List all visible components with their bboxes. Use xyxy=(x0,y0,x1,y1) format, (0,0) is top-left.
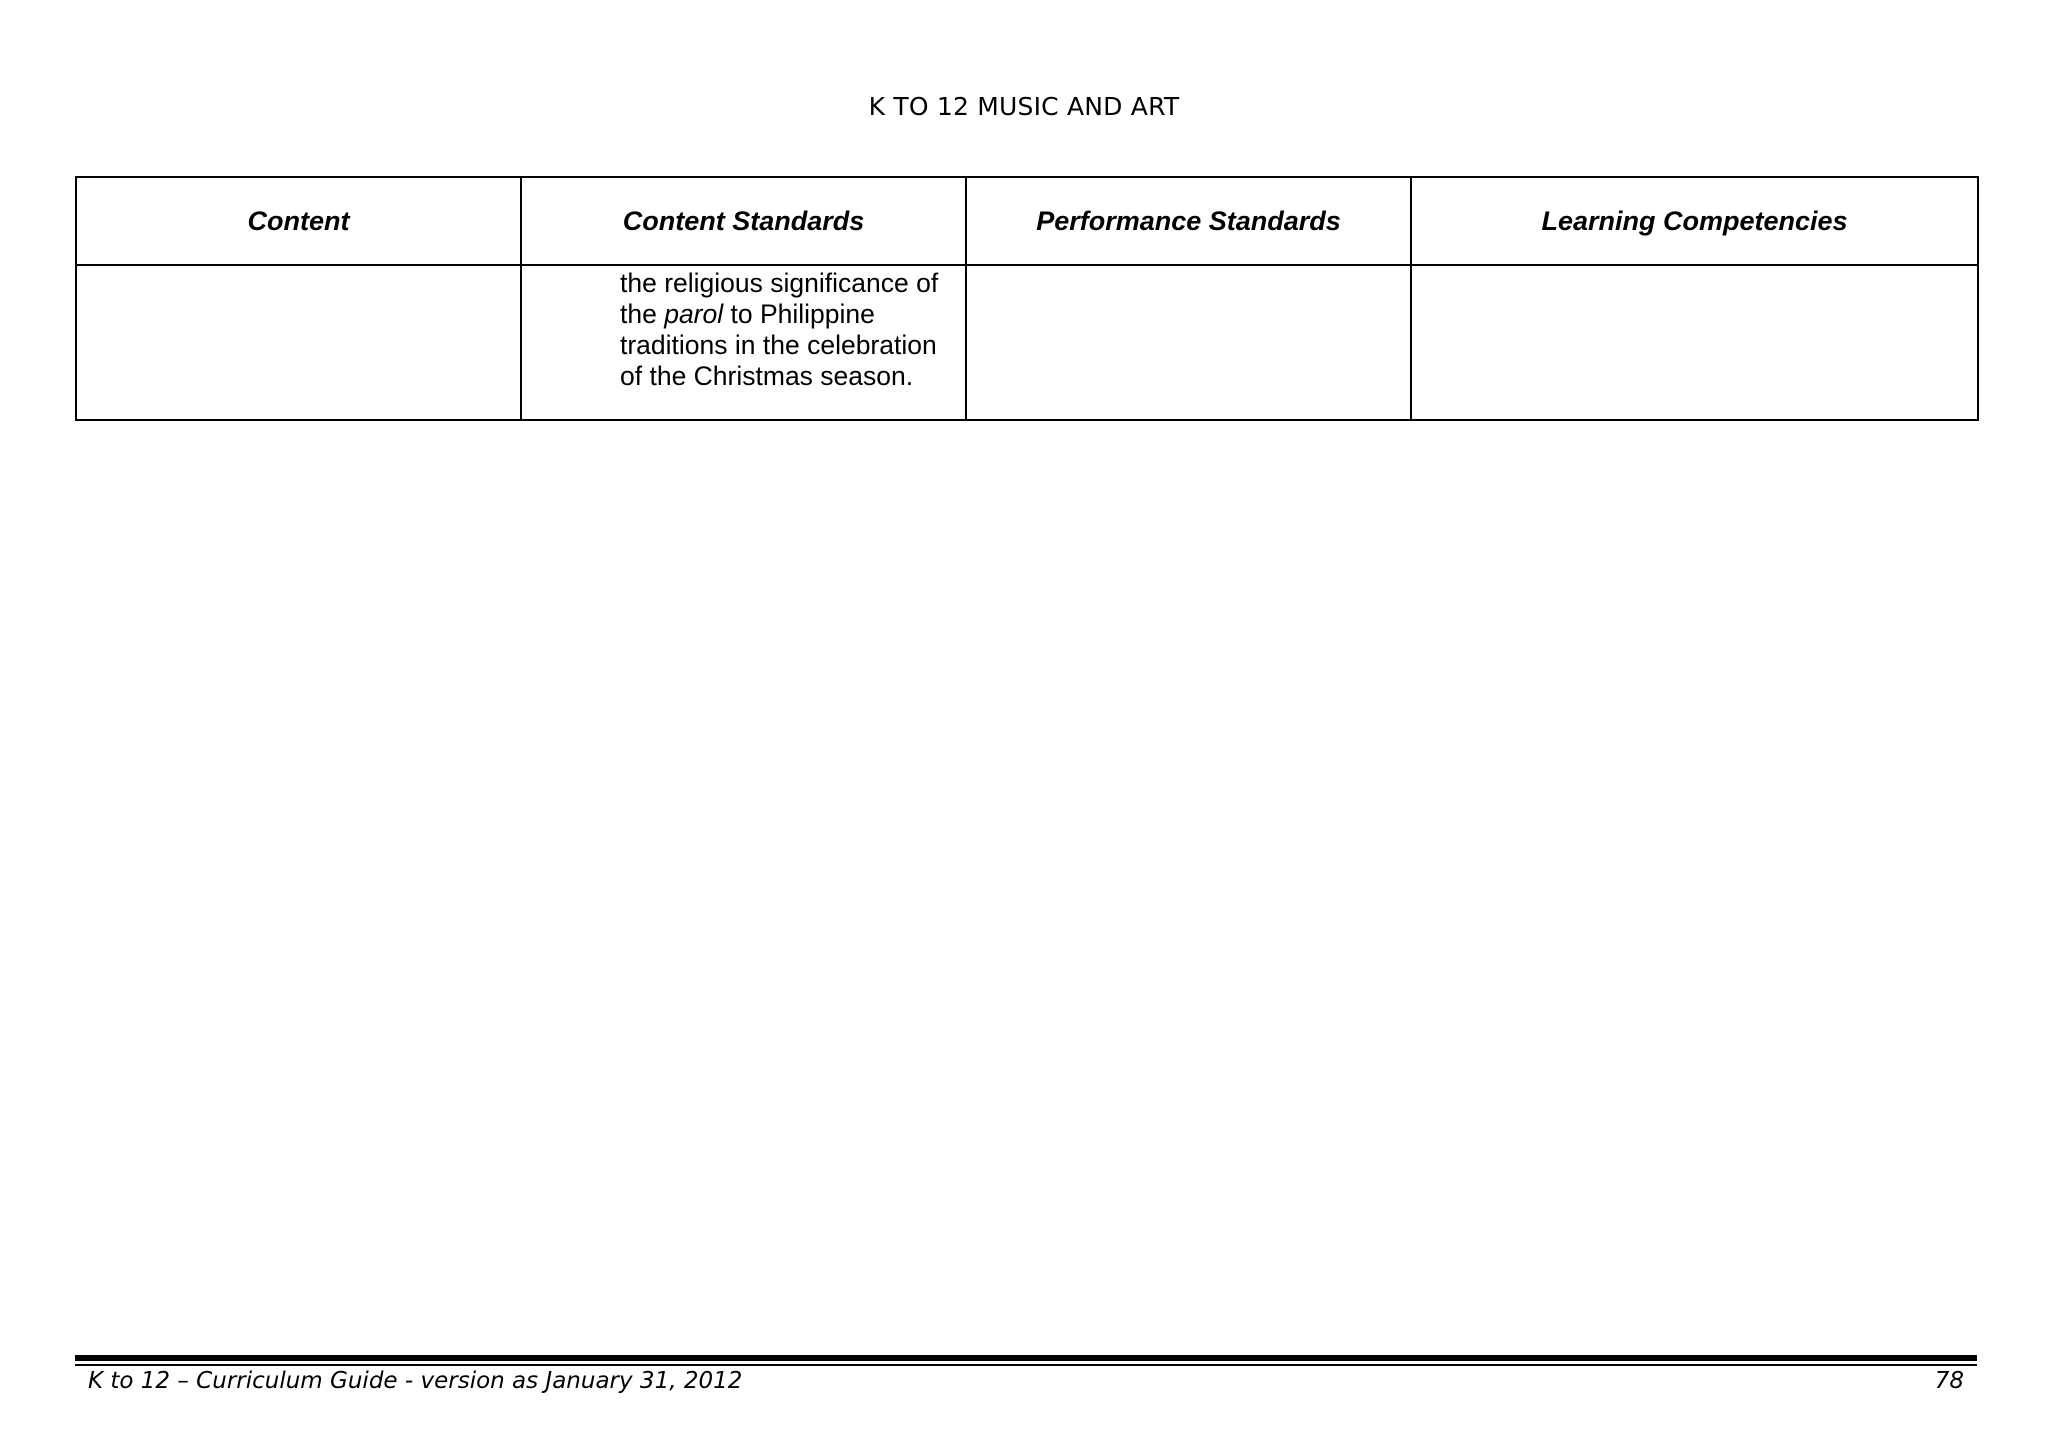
cell-learning-competencies xyxy=(1411,265,1978,420)
footer-rule-thin xyxy=(75,1364,1977,1366)
content-standards-line-2-pre: the xyxy=(620,299,665,329)
cell-content xyxy=(76,265,521,420)
content-standards-line-2-post: to Philippine xyxy=(723,299,875,329)
footer-rule-thick xyxy=(75,1355,1977,1361)
curriculum-table xyxy=(75,176,1979,421)
column-header-content: Content xyxy=(76,177,521,265)
table-row xyxy=(76,265,1978,420)
table-header-row xyxy=(76,177,1978,265)
content-standards-parol-term: parol xyxy=(664,299,724,329)
column-header-learning-competencies: Learning Competencies xyxy=(1411,177,1978,265)
cell-content-standards xyxy=(521,265,966,420)
footer-page-number: 78 xyxy=(1934,1368,1964,1394)
footer-document-info: K to 12 – Curriculum Guide - version as January 31, 2012 xyxy=(88,1368,743,1394)
content-standards-line-3: traditions in the celebration xyxy=(620,330,937,360)
page-header-title: K TO 12 MUSIC AND ART xyxy=(868,92,1180,121)
content-standards-line-4: of the Christmas season. xyxy=(620,361,914,391)
column-header-content-standards: Content Standards xyxy=(521,177,966,265)
content-standards-text xyxy=(522,266,965,392)
cell-performance-standards xyxy=(966,265,1411,420)
content-standards-line-1: the religious significance of xyxy=(620,268,939,298)
column-header-performance-standards: Performance Standards xyxy=(966,177,1411,265)
